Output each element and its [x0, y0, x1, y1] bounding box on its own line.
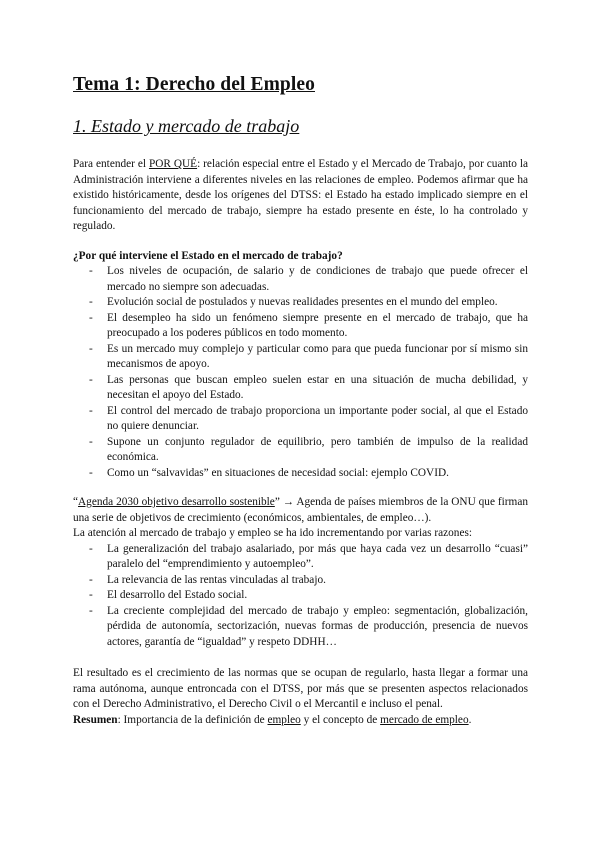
- why-heading: ¿Por qué interviene el Estado en el mercado de trabajo?: [73, 249, 343, 262]
- empleo-term: empleo: [267, 713, 301, 726]
- dash-marker: -: [89, 542, 93, 555]
- dash-marker: -: [89, 466, 93, 479]
- list-item: - El desarrollo del Estado social.: [107, 588, 528, 604]
- agenda-2030-link: Agenda 2030 objetivo desarrollo sostenible: [78, 496, 275, 508]
- intro-rest: : relación especial entre el Estado y el Mercado de Trabajo, por cuanto la Administración interviene a diferentes niveles en las relaciones de empleo. Podemos afirmar que ha existido históricamente, desde los orígenes del DTSS: el Estado ha estado implicado siempre en el funcionamiento del mercado de trabajo, siempre ha estado presente en éste, lo ha controlado y regulado.: [73, 158, 528, 232]
- dash-marker: -: [89, 589, 93, 601]
- list-item: - Como un “salvavidas” en situaciones de necesidad social: ejemplo COVID.: [107, 466, 528, 482]
- dash-marker: -: [89, 265, 93, 277]
- list-item: - Los niveles de ocupación, de salario y de condiciones de trabajo que puede ofrecer el mercado no siempre son adecuadas.: [89, 265, 528, 293]
- dash-marker: -: [89, 404, 93, 417]
- attention-line: La atención al mercado de trabajo y empleo se ha ido incrementando por varias razones:: [73, 527, 472, 539]
- section-title: 1. Estado y mercado de trabajo: [73, 116, 300, 136]
- intro-lead: Para entender el: [73, 158, 149, 170]
- list-item: - Es un mercado muy complejo y particular como para que pueda funcionar por sí mismo sin mecanismos de apoyo.: [89, 342, 528, 370]
- dash-marker: -: [89, 435, 93, 448]
- list-item: - Supone un conjunto regulador de equilibrio, pero también de impulso de la realidad económica.: [89, 435, 528, 463]
- dash-marker: -: [89, 573, 93, 586]
- dash-marker: -: [89, 311, 93, 324]
- list-item: - El control del mercado de trabajo proporciona un importante poder social, al que el Estado no quiere denunciar.: [89, 404, 528, 432]
- dash-marker: -: [89, 373, 93, 386]
- why-list: [73, 264, 528, 481]
- document-title: Tema 1: Derecho del Empleo: [73, 74, 315, 95]
- dash-marker: -: [89, 604, 93, 617]
- mercado-de-empleo-term: mercado de empleo: [380, 713, 469, 726]
- list-item: - La creciente complejidad del mercado de trabajo y empleo: segmentación, globalización, pérdida de autonomía, sectorización, nuevas formas de producción, presencia de nuevos actores, garantía de “igualdad” y respeto DDHH…: [89, 604, 528, 648]
- list-item: - Evolución social de postulados y nuevas realidades presentes en el mundo del empleo.: [107, 295, 528, 311]
- list-item: - La relevancia de las rentas vinculadas al trabajo.: [107, 573, 528, 589]
- summary-line: Resumen: Importancia de la definición de empleo y el concepto de mercado de empleo.: [73, 713, 472, 726]
- document-page: [73, 72, 528, 728]
- dash-marker: -: [89, 342, 93, 355]
- por-que-term: POR QUÉ: [148, 158, 198, 170]
- summary-label: Resumen: [73, 713, 118, 726]
- list-item: - Las personas que buscan empleo suelen estar en una situación de mucha debilidad, y necesitan el apoyo del Estado.: [89, 373, 528, 401]
- dash-marker: -: [89, 296, 93, 308]
- intro-paragraph: [73, 157, 528, 235]
- reasons-list: [73, 542, 528, 651]
- list-item: - El desempleo ha sido un fenómeno siempre presente en el mercado de trabajo, que ha preocupado a los poderes públicos en todo momento.: [89, 311, 528, 339]
- result-paragraph: El resultado es el crecimiento de las normas que se ocupan de regularlo, hasta llegar a formar una rama autónoma, aunque entroncada con el DTSS, por más que se presenten aspectos relacionados con el Derecho Administrativo, el Derecho Civil o el Mercantil e incluso el penal.: [73, 667, 528, 710]
- agenda-paragraph: “Agenda 2030 objetivo desarrollo sostenible” → Agenda de países miembros de la ONU que firman una serie de objetivos de crecimiento (económicos, ambientales, de empleo…).: [73, 496, 528, 524]
- list-item: - La generalización del trabajo asalariado, por más que haya cada vez un desarrollo “cuasi” paralelo del “emprendimiento y autoempleo”.: [89, 542, 528, 570]
